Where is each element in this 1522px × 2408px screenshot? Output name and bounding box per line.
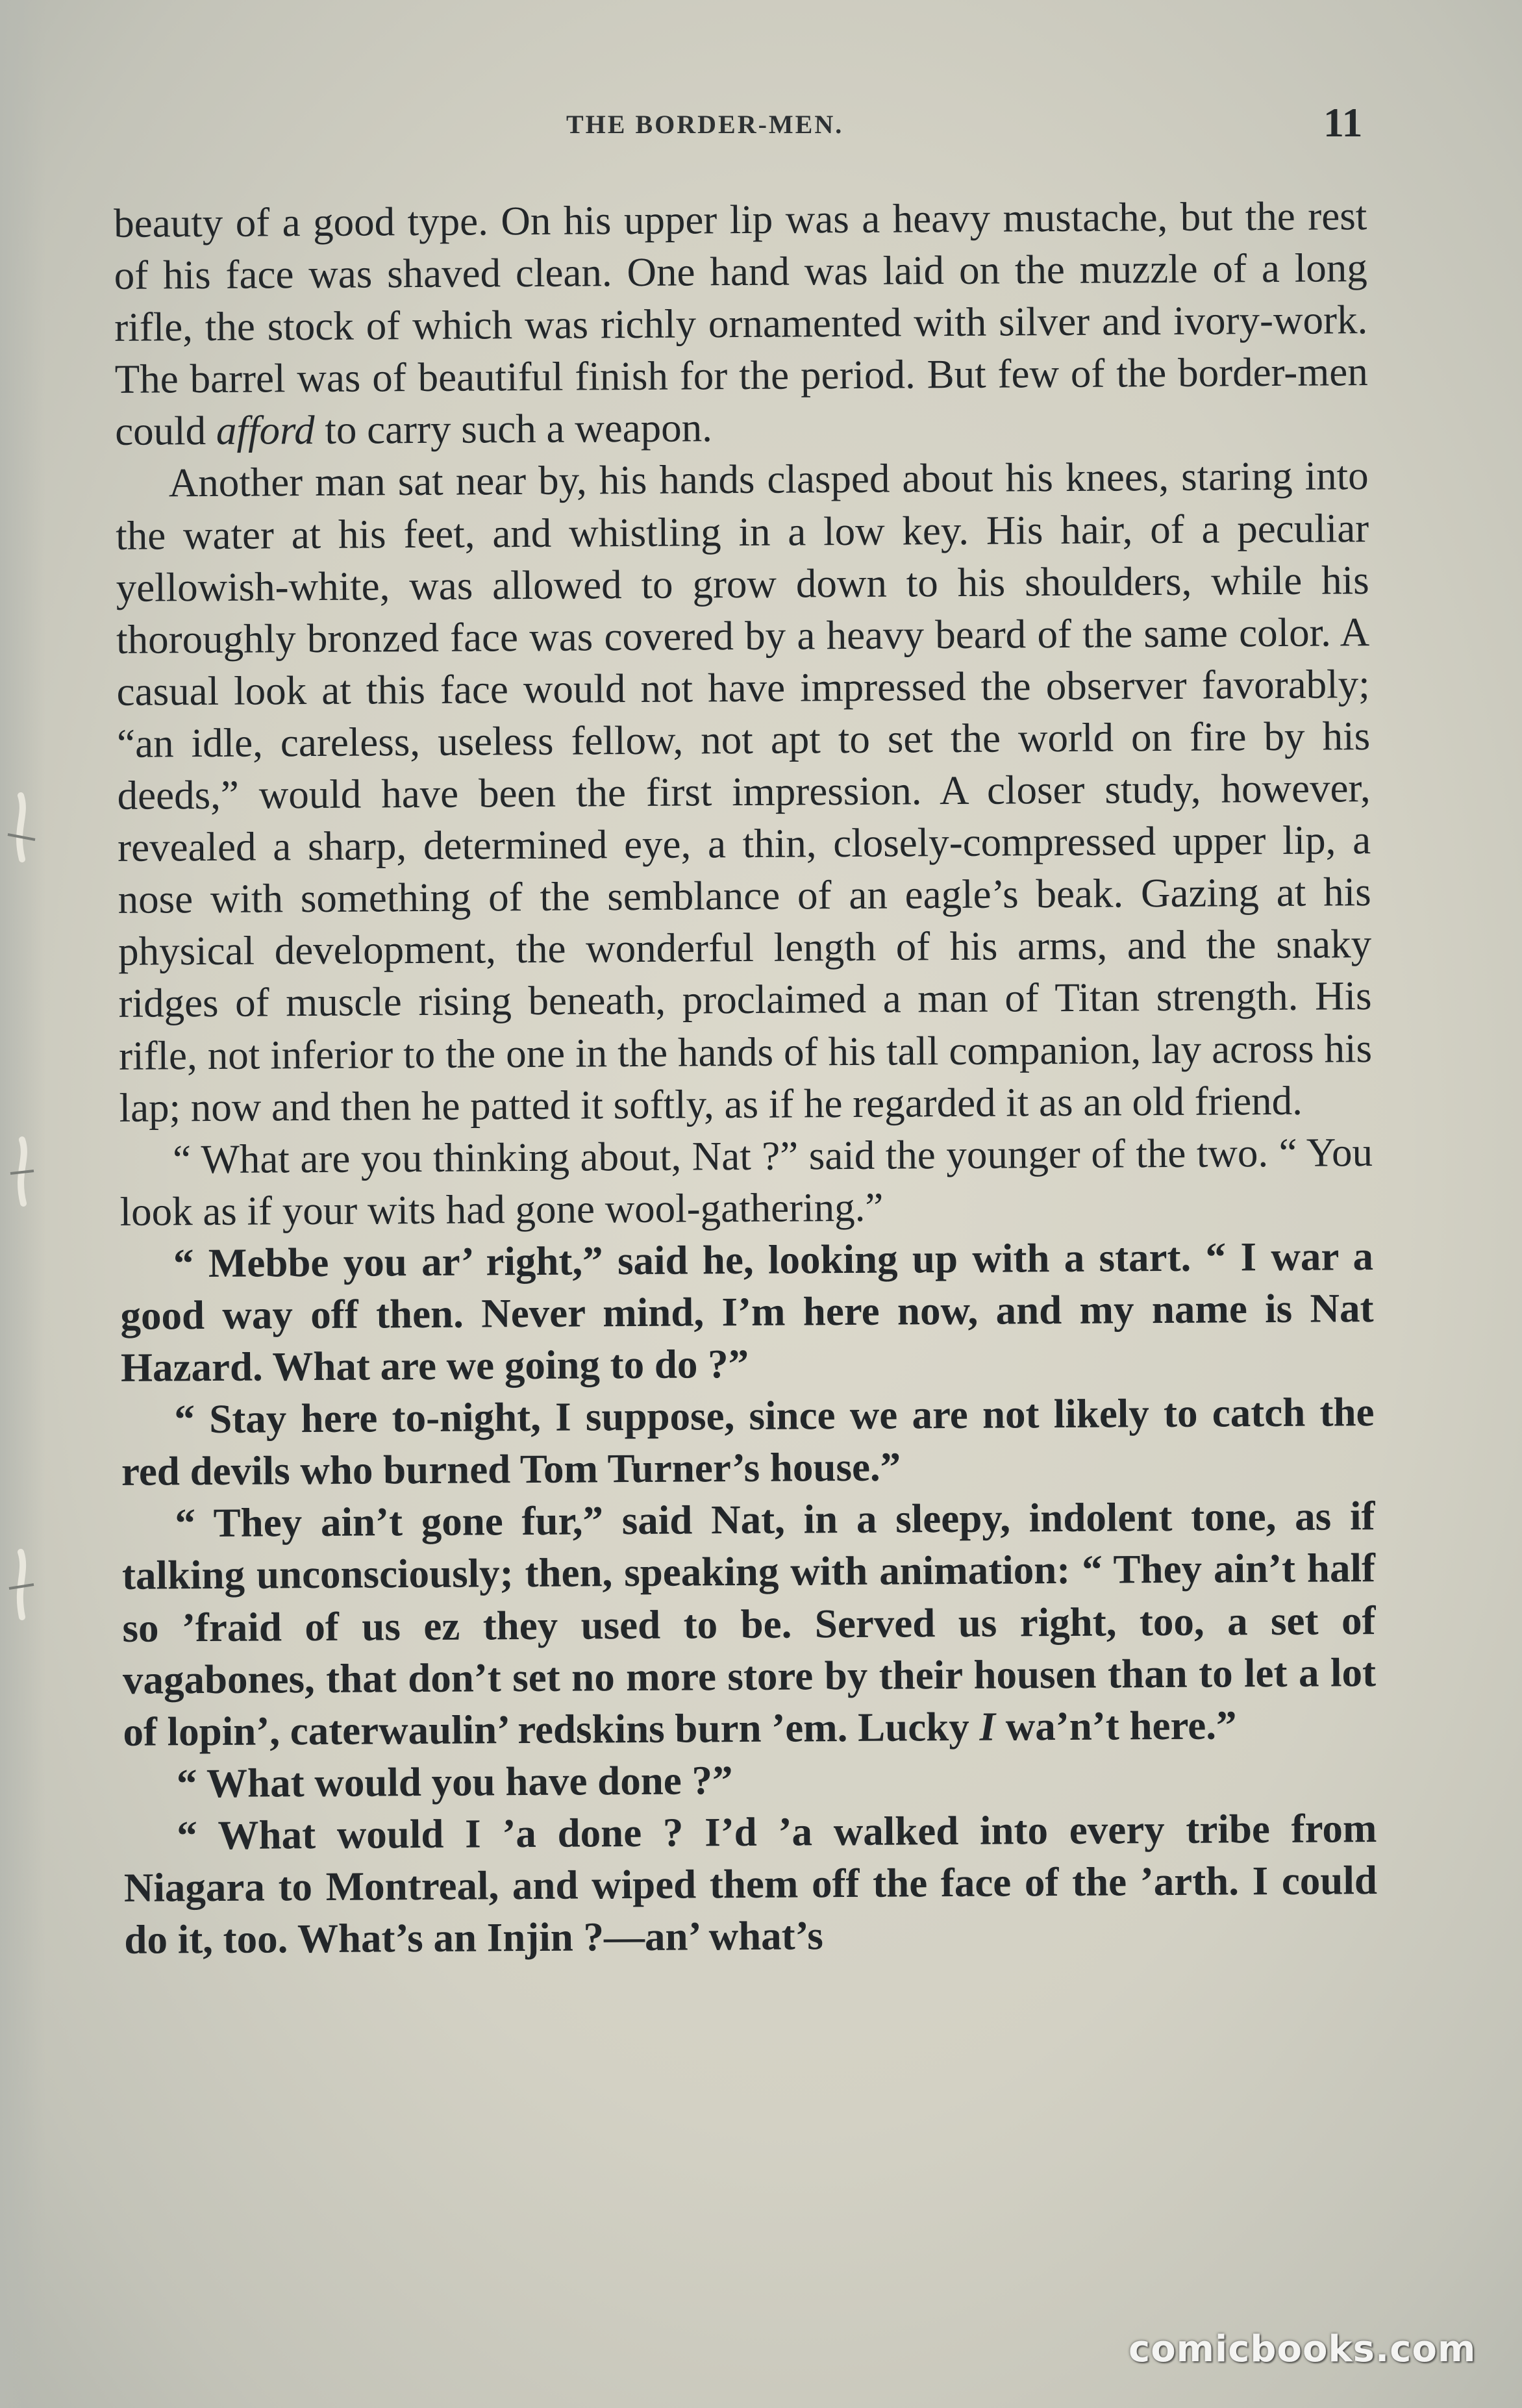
binding-stitch-hole bbox=[1, 1133, 40, 1211]
watermark: comicbooks.com bbox=[1129, 2328, 1477, 2370]
text-run: “ What would you have done ?” bbox=[176, 1757, 733, 1807]
paragraph bbox=[121, 1386, 1375, 1498]
text-run: Another man sat near by, his hands clasped about his knees, staring into the water at his feet, and whistling in a low key. His hair, of a peculiar yellowish-white, was allowed to grow down to his shoulders, while his thoroughly bronzed face was covered by a heavy beard of the same color. A casual look at this face would not have impressed the observer favorably; “an idle, careless, useless fellow, not apt to set the world on fire by his deeds,” would have been the first impression. A closer study, however, revealed a sharp, determined eye, a thin, closely-compressed upper lip, a nose with something of the semblance of an eagle’s beak. Gazing at his physical development, the wonderful length of his arms, and the snaky ridges of muscle rising beneath, proclaimed a man of Titan strength. His rifle, not inferior to the one in the hands of his tall companion, lay across his lap; now and then he patted it softly, as if he regarded it as an old friend. bbox=[115, 453, 1373, 1131]
running-head: THE BORDER-MEN. bbox=[566, 110, 844, 139]
text-run: “ What are you thinking about, Nat ?” said the younger of the two. “ You look as if your wits had gone wool-gathering.” bbox=[119, 1129, 1373, 1235]
text-run: “ What would I ’a done ? I’d ’a walked into every tribe from Niagara to Montreal, and wiped them off the face of the ’arth. I could do it, too. What’s an Injin ?—an’ what’s bbox=[123, 1805, 1378, 1963]
text-run: “ Stay here to-night, I suppose, since we are not likely to catch the red devils who burned Tom Turner’s house.” bbox=[121, 1389, 1375, 1495]
text-run: “ They ain’t gone fur,” said Nat, in a sleepy, indolent tone, as if talking unconsciously; then, speaking with animation: “ They ain’t half so ’fraid of us ez they used to be. Served us right, too, a set of vagabones, that don’t set no more store by their housen than to let a lot of lopin’, caterwaulin’ redskins burn ’em. Lucky bbox=[121, 1493, 1377, 1755]
paragraph bbox=[115, 450, 1372, 1134]
paragraph bbox=[123, 1802, 1377, 1966]
paragraph bbox=[121, 1490, 1376, 1757]
italic-text: afford bbox=[216, 407, 315, 454]
paragraph bbox=[123, 1750, 1377, 1810]
page-number: 11 bbox=[1323, 99, 1363, 145]
page-header bbox=[0, 97, 1522, 156]
italic-text: I bbox=[979, 1703, 996, 1750]
text-run: beauty of a good type. On his upper lip was a heavy mustache, but the rest of his face was shaved clean. One hand was laid on the muzzle of a long rifle, the stock of which was richly ornamented with silver and ivory-work. The barrel was of beautiful finish for the period. But few of the border-men could bbox=[114, 193, 1368, 455]
binding-stitch-hole bbox=[1, 1546, 40, 1624]
text-run: wa’n’t here.” bbox=[995, 1702, 1237, 1750]
paragraph bbox=[114, 190, 1368, 457]
text-run: to carry such a weapon. bbox=[314, 405, 713, 453]
binding-stitch-hole bbox=[1, 789, 40, 867]
text-run: “ Mebbe you ar’ right,” said he, looking up with a start. “ I war a good way off then. Never mind, I’m here now, and my name is Nat Hazard. What are we going to do ?” bbox=[120, 1233, 1374, 1390]
paragraph bbox=[119, 1126, 1373, 1238]
body-text bbox=[114, 190, 1378, 1966]
paragraph bbox=[120, 1230, 1374, 1394]
